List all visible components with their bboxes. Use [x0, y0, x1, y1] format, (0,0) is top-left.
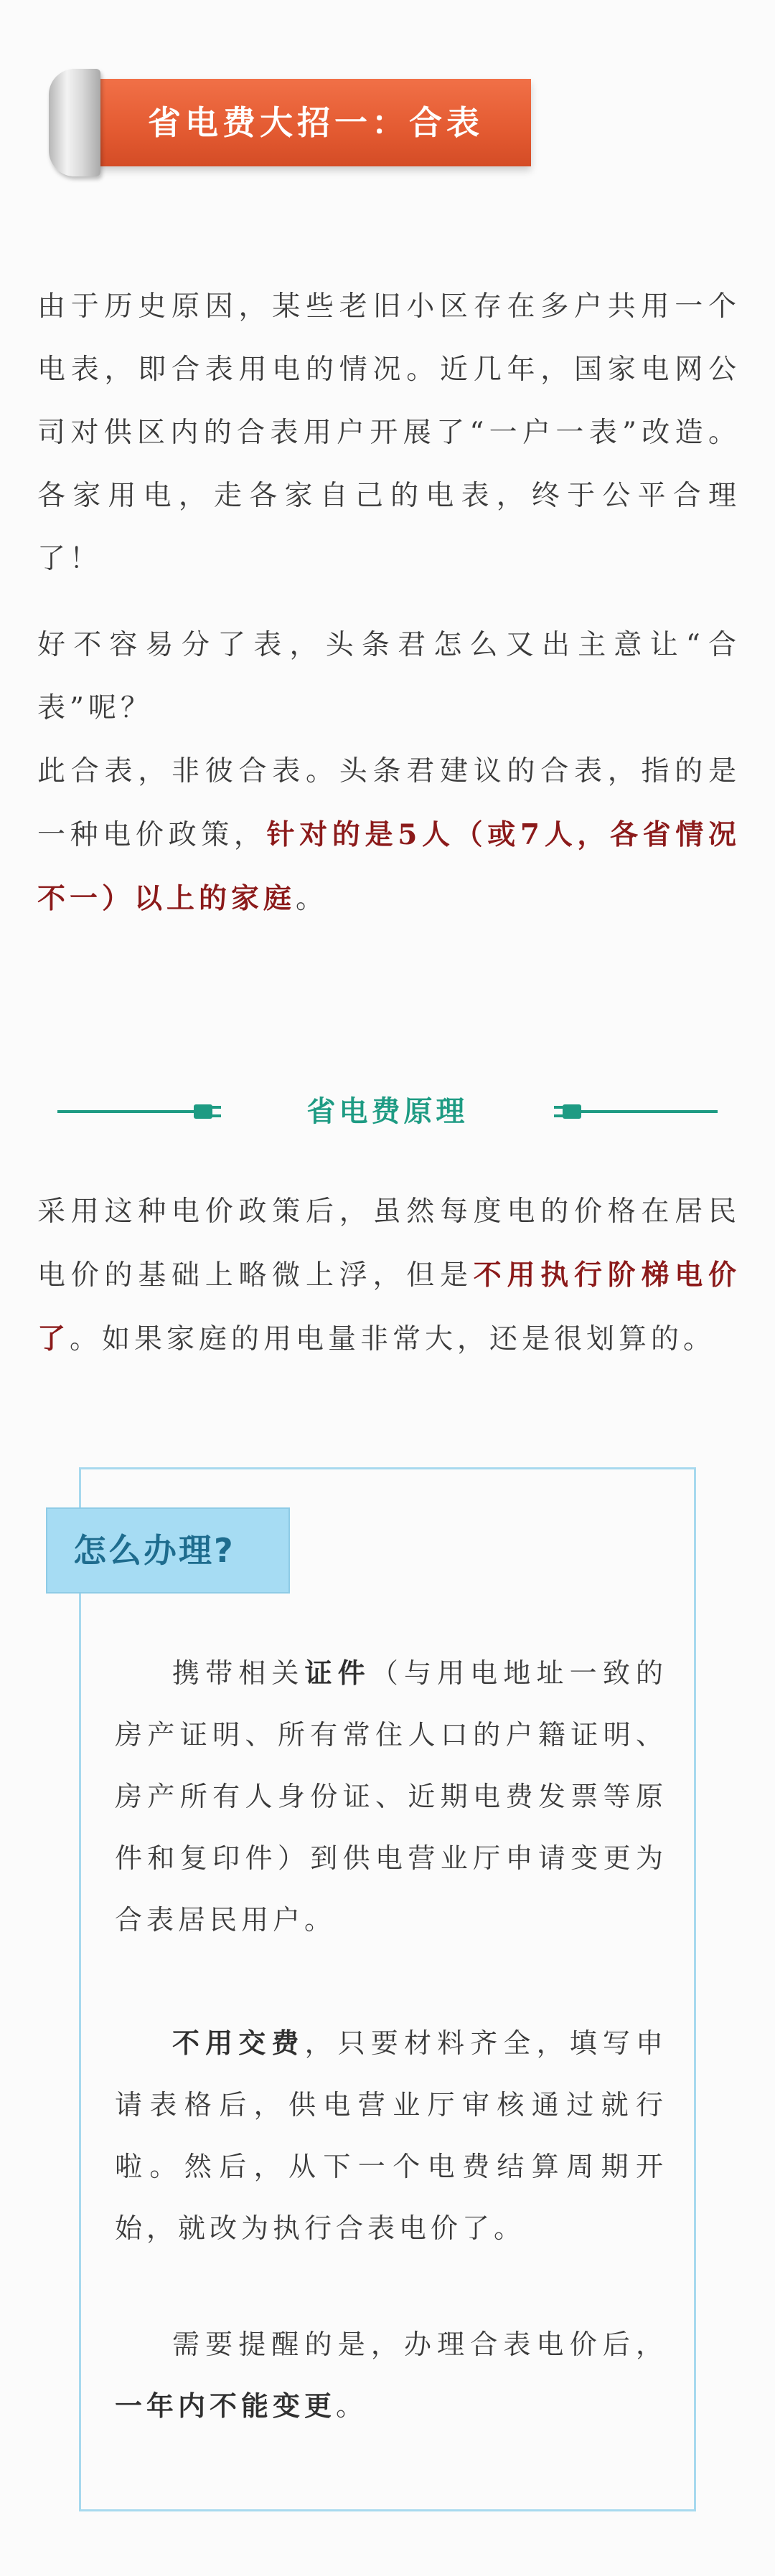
howto-tab	[46, 1507, 290, 1594]
intro-paragraph-1: 由于历史原因，某些老旧小区存在多户共用一个电表，即合表用电的情况。近几年，国家电网公司对供区内的合表用户开展了“一户一表”改造。各家用电，走各家自己的电表，终于公平合理了！	[37, 290, 741, 575]
section-banner	[43, 69, 545, 176]
banner-title: 省电费大招一：合表	[148, 103, 484, 142]
divider-line-right	[581, 1110, 718, 1113]
intro-paragraph-3	[37, 740, 741, 931]
howto-paragraph-3	[115, 2314, 667, 2437]
principle-paragraph	[37, 1180, 741, 1371]
section-divider	[57, 1083, 718, 1140]
howto-bold-nofee: 不用交费	[172, 2027, 305, 2059]
intro-text: 此合表，非彼合表。头条君建议的合表，指的是一种电价政策，	[37, 755, 741, 851]
howto-text: 需要提醒的是，办理合表电价后，	[172, 2329, 667, 2360]
plug-icon-left	[194, 1099, 222, 1124]
howto-text-end: 。	[336, 2390, 368, 2422]
intro-highlight: 针对的是5人（或7人，各省情况不一）以上的家庭	[37, 818, 741, 915]
plug-icon-right	[553, 1099, 581, 1124]
howto-text: 携带相关	[172, 1657, 305, 1689]
principle-text: 采用这种电价政策后，虽然每度电的价格在居民电价的基础上略微上浮，但是	[37, 1195, 741, 1292]
paper-roll-icon	[49, 69, 100, 176]
howto-bold-documents: 证件	[304, 1657, 371, 1689]
divider-label: 省电费原理	[306, 1095, 469, 1128]
howto-paragraph-2	[115, 2012, 667, 2259]
howto-title: 怎么办理?	[73, 1531, 235, 1570]
divider-line-left	[57, 1110, 194, 1113]
howto-bold-lock: 一年内不能变更	[115, 2390, 337, 2422]
howto-text: ，只要材料齐全，填写申请表格后，供电营业厅审核通过就行啦。然后，从下一个电费结算周期开始，就改为执行合表电价了。	[115, 2027, 667, 2244]
howto-text: （与用电地址一致的房产证明、所有常住人口的户籍证明、房产所有人身份证、近期电费发票等原件和复印件）到供电营业厅申请变更为合表居民用户。	[115, 1657, 667, 1936]
principle-highlight: 不用执行阶梯电价了	[37, 1259, 741, 1355]
howto-paragraph-1	[115, 1642, 667, 1951]
intro-paragraph-2: 好不容易分了表，头条君怎么又出主意让“合表”呢？	[37, 629, 741, 724]
intro-text-end: 。	[296, 883, 329, 915]
principle-text-end: 。如果家庭的用电量非常大，还是很划算的。	[70, 1323, 716, 1355]
